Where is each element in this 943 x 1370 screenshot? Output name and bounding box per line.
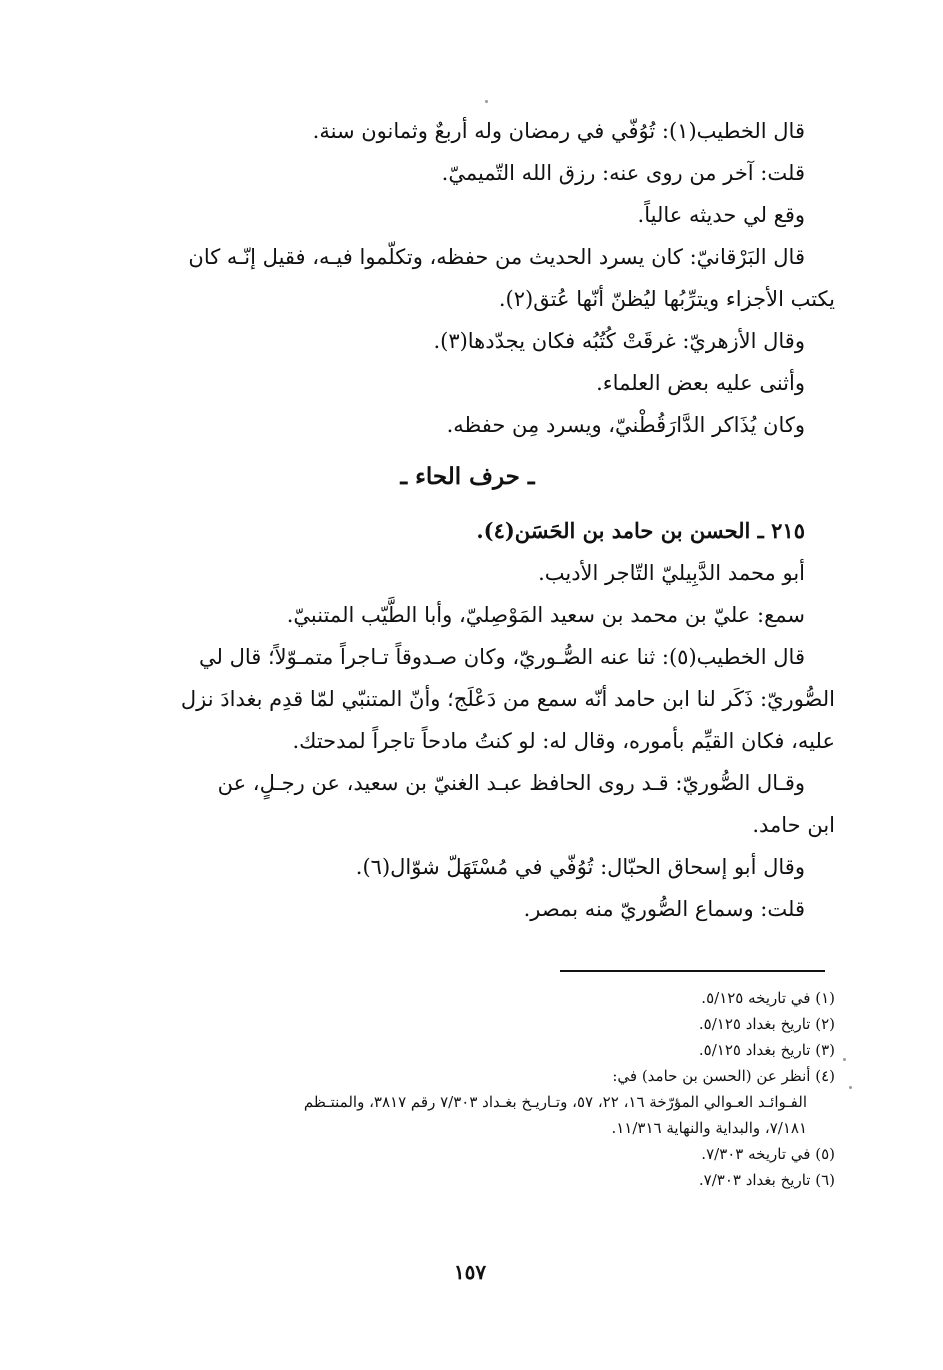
text-line: عليه، فكان القيِّم بأموره، وقال له: لو كنتُ مادحاً تاجراً لمدحتك. <box>292 729 835 753</box>
text-line: وقع لي حديثه عالياً. <box>637 203 805 227</box>
text-line: قال الخطيب(١): تُوُفّي في رمضان وله أربعٌ وثمانون سنة. <box>312 119 805 143</box>
text-line: وقال الأزهريّ: غرقَتْ كُتُبُه فكان يجدّدها(٣). <box>433 329 805 353</box>
scan-speck <box>485 100 488 103</box>
text-line: الصُّوريّ: ذَكَر لنا ابن حامد أنّه سمع من دَعْلَج؛ وأنّ المتنبّي لمّا قدِم بغدادَ نزل <box>180 687 835 711</box>
footnote: (٤) أنظر عن (الحسن بن حامد) في: <box>612 1067 835 1085</box>
text-line: قلت: وسماع الصُّوريّ منه بمصر. <box>523 897 805 921</box>
text-line: قال البَرْقانيّ: كان يسرد الحديث من حفظه، وتكلّموا فيـه، فقيل إنّـه كان <box>188 245 805 269</box>
text-line: قلت: آخر من روى عنه: رزق الله التّميميّ. <box>441 161 805 185</box>
text-line: يكتب الأجزاء ويترِّبُها ليُظنّ أنّها عُتق(٢). <box>498 287 835 311</box>
footnote-continuation: ٧/١٨١، والبداية والنهاية ١١/٣١٦. <box>611 1119 807 1137</box>
text-line: قال الخطيب(٥): ثنا عنه الصُّـوريّ، وكان صـدوقاً تـاجراً متمـوّلاً؛ قال لي <box>199 645 805 669</box>
footnote: (٥) في تاريخه ٧/٣٠٣. <box>701 1145 835 1163</box>
text-line: سمع: عليّ بن محمد بن سعيد المَوْصِليّ، وأبا الطَّيّب المتنبيّ. <box>286 603 805 627</box>
page-number: ١٥٧ <box>453 1260 487 1284</box>
text-line: وكان يُذَاكر الدَّارَقُطْنيّ، ويسرد مِن حفظه. <box>446 413 805 437</box>
scan-speck <box>843 1058 846 1061</box>
section-heading: ـ حرف الحاء ـ <box>400 463 535 490</box>
footnotes <box>105 985 835 1193</box>
scan-speck <box>849 1086 852 1089</box>
text-line: أبو محمد الدَّبِيليّ التّاجر الأديب. <box>538 561 805 585</box>
entry-title: ٢١٥ ـ الحسن بن حامد بن الحَسَن(٤). <box>476 518 805 543</box>
footnote: (٢) تاريخ بغداد ٥/١٢٥. <box>698 1015 835 1033</box>
text-line: وقـال الصُّوريّ: قـد روى الحافظ عبـد الغنيّ بن سعيد، عن رجـلٍ، عن <box>217 771 805 795</box>
footnote: (٣) تاريخ بغداد ٥/١٢٥. <box>698 1041 835 1059</box>
footnote-continuation: الفـوائـد العـوالي المؤرّخة ١٦، ٢٢، ٥٧، وتـاريـخ بغـداد ٧/٣٠٣ رقم ٣٨١٧، والمنتـظم <box>303 1093 807 1111</box>
footnote: (١) في تاريخه ٥/١٢٥. <box>701 989 835 1007</box>
main-text <box>100 110 835 930</box>
text-line: وأثنى عليه بعض العلماء. <box>596 371 805 395</box>
text-line: وقال أبو إسحاق الحبّال: تُوُفّي في مُسْتَهَلّ شوّال(٦). <box>355 855 805 879</box>
footnote-divider <box>560 970 825 972</box>
footnote: (٦) تاريخ بغداد ٧/٣٠٣. <box>698 1171 835 1189</box>
text-line: ابن حامد. <box>752 813 835 837</box>
